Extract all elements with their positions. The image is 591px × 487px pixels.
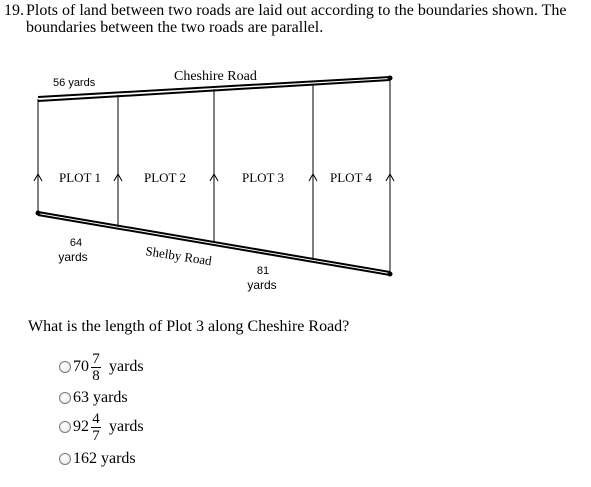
question-prompt: What is the length of Plot 3 along Cheshire Road? [28,318,350,335]
left-bottom-value: 64 [69,237,83,249]
mid-bottom-unit: yards [247,278,277,292]
radio-button[interactable] [59,453,71,465]
question-line-2: boundaries between the two roads are parallel. [26,19,324,36]
question-line-1: Plots of land between two roads are laid out according to the boundaries shown. The [26,2,567,19]
answer-option-4[interactable]: 162 yards [59,448,136,470]
plot-4-label: PLOT 4 [330,170,373,185]
mid-bottom-value: 81 [256,265,270,277]
shelby-road-label: Shelby Road [144,243,213,269]
radio-button[interactable] [59,392,71,404]
plot-3-label: PLOT 3 [242,170,285,185]
left-bottom-unit: yards [58,250,88,264]
answer-option-1[interactable]: 70 $\frac{7}{8}$ yards [59,356,144,378]
radio-button[interactable] [59,421,71,433]
radio-button[interactable] [59,361,71,373]
plot-2-label: PLOT 2 [144,170,187,185]
top-length-label: 56 yards [53,77,96,89]
answer-option-2[interactable]: 63 yards [59,387,128,409]
cheshire-road-label: Cheshire Road [174,69,257,84]
fraction: $\frac{7}{8}$ [92,350,100,384]
question-number: 19. [4,2,24,19]
fraction: $\frac{4}{7}$ [92,410,100,444]
answer-option-3[interactable]: 92 $\frac{4}{7}$ yards [59,416,144,438]
plot-1-label: PLOT 1 [59,170,102,185]
